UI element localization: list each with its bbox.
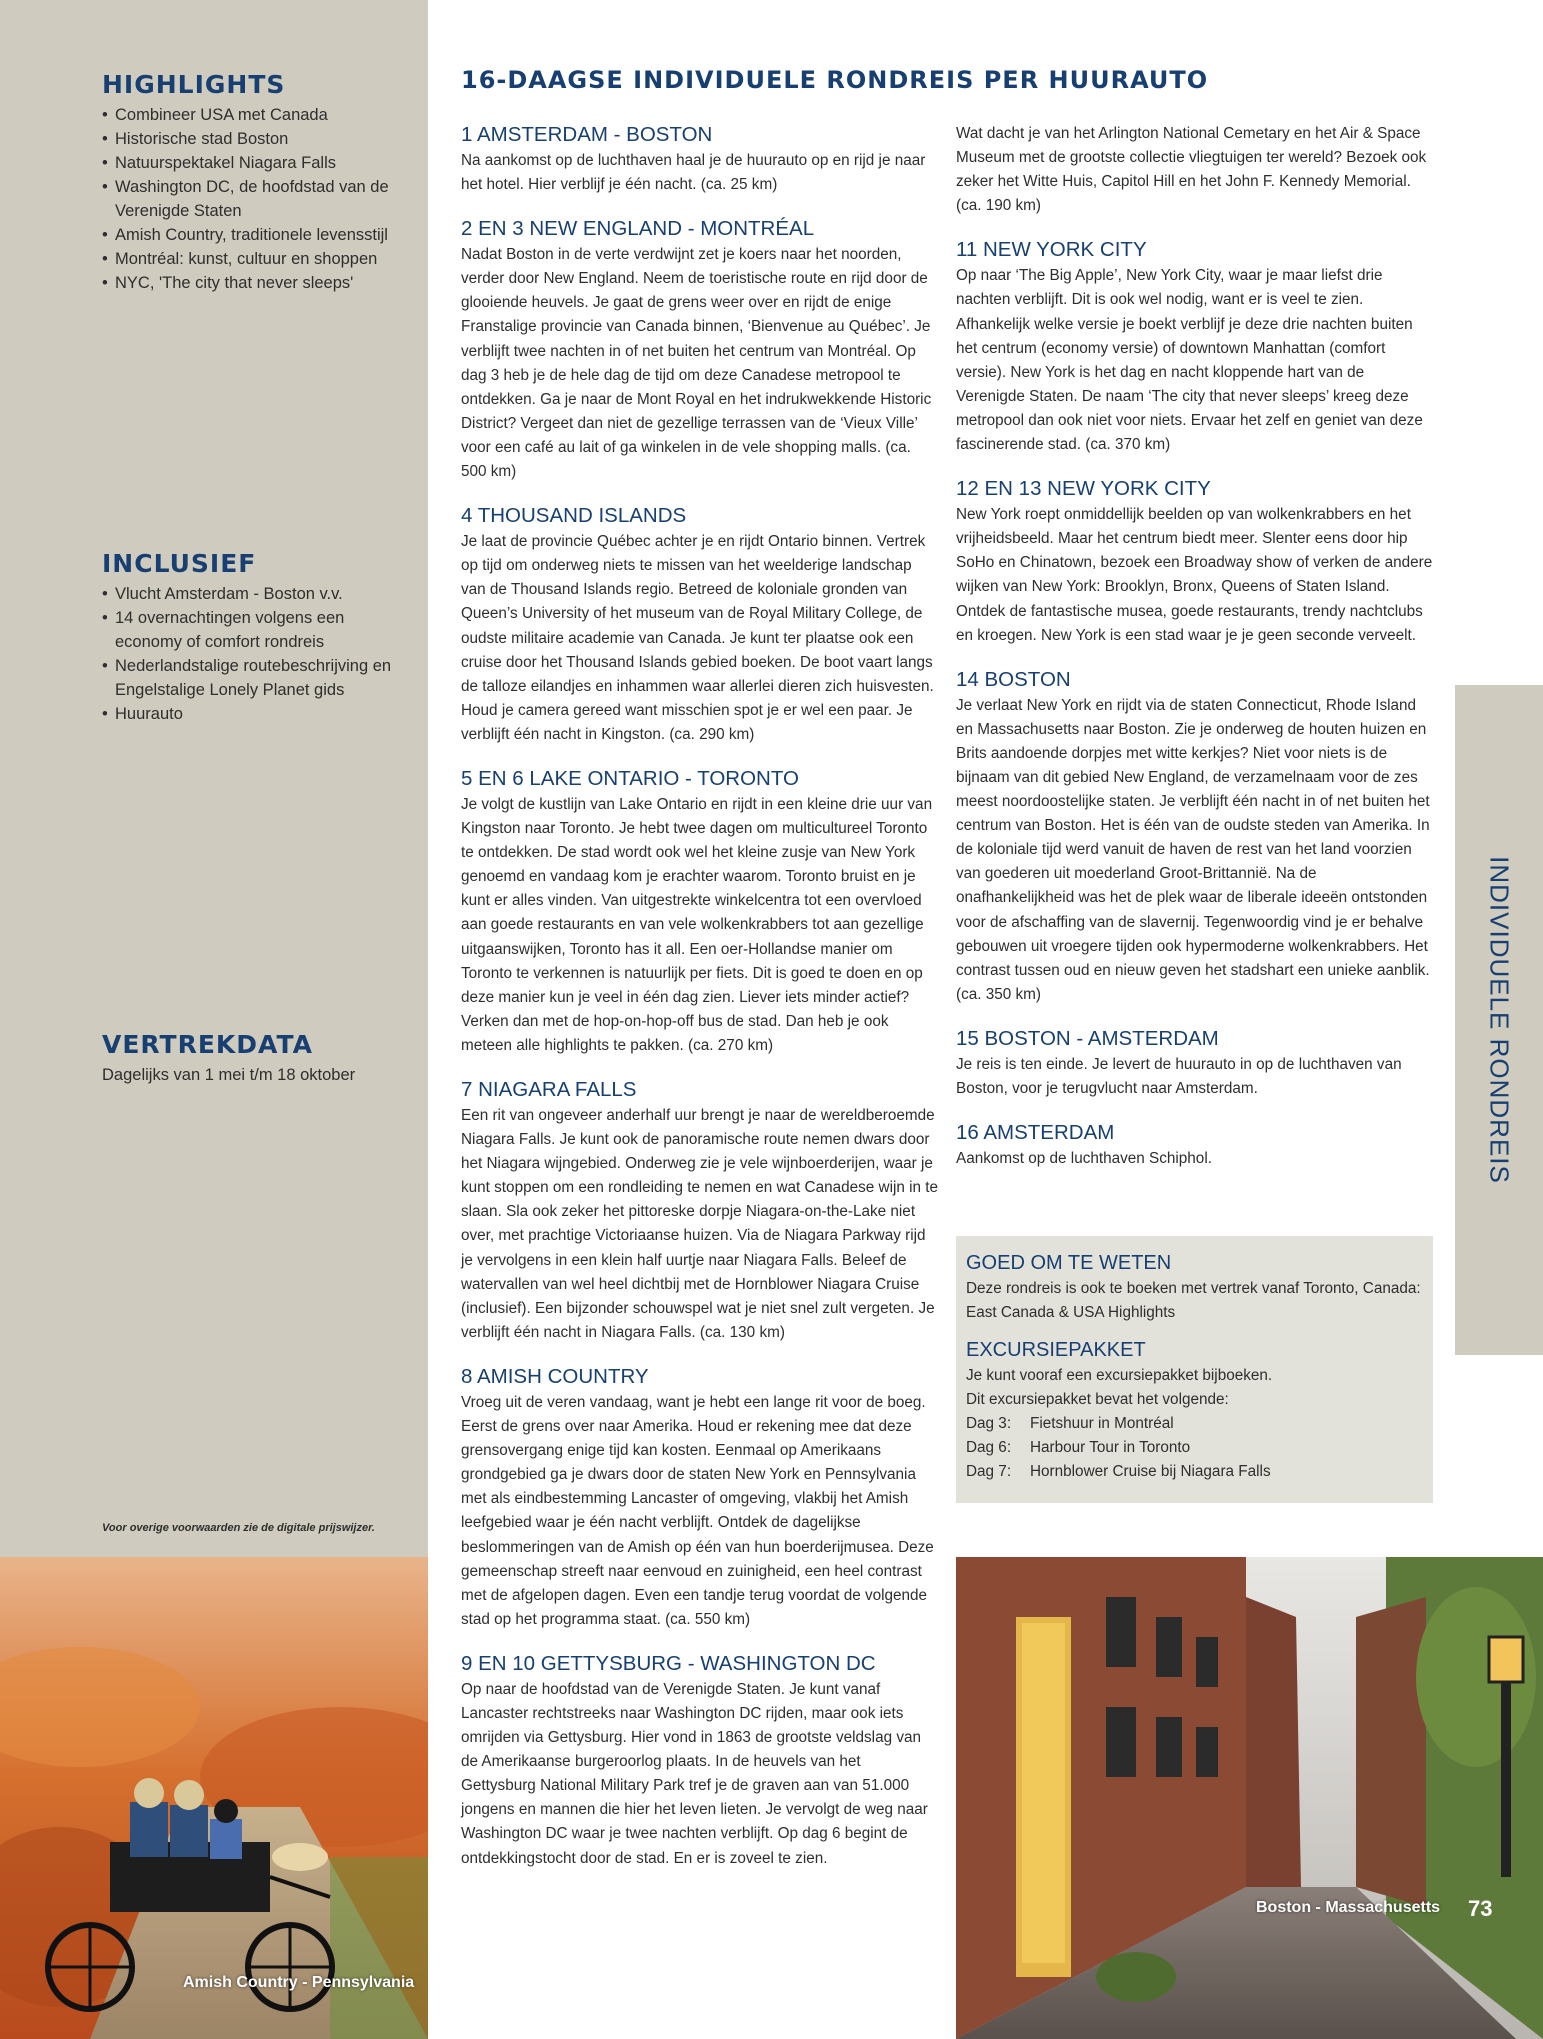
day-title: 4 THOUSAND ISLANDS — [461, 504, 687, 528]
day-body: Nadat Boston in de verte verdwijnt zet je koers naar het noorden, verder door New England. Neem de toeristische route en rijd door de glooiende heuvels. Je gaat de grens weer over en rijdt de enige Franstalige provincie van Canada binnen, ‘Bienvenue au Québec’. Je verblijft twee nachten in of net buiten het centrum van Montréal. Op dag 3 heb je de hele dag de tijd om deze Canadese metropool te ontdekken. Ga je naar de Mont Royal en het indrukwekkende Historic District? Vergeet dan niet de gezellige terrassen van de ‘Vieux Ville’ voor een café au lait of ga winkelen in de vele shopping malls. (ca. 500 km) — [461, 246, 932, 481]
day-body: Je verlaat New York en rijdt via de staten Connecticut, Rhode Island en Massachusetts naar Boston. Zie je onderweg de houten huizen en Brits aandoende dorpjes met witte kerkjes? Niet voor niets is de bijnaam van dit gebied New England, de verzamelnaam voor de zes meest noordoostelijke staten. Je verblijft één nacht in of net buiten het centrum van Boston. Het is één van de oudste steden van Amerika. In de koloniale tijd werd vanuit de haven de rest van het land voorzien van goederen uit moederland Groot-Brittannië. Na de onafhankelijkheid was het de plek waar de liberale ideeën ontstonden voor de afschaffing van de slavernij. Tegenwoordig vind je er behalve gebouwen uit vroegere tijden ook hypermoderne wolkenkrabbers. Het contrast tussen oud en nieuw geven het stadshart een unieke aanblik. (ca. 350 km) — [956, 696, 1430, 1003]
excursion-day: Dag 7: — [966, 1463, 1012, 1480]
excursiepakket-title: EXCURSIEPAKKET — [966, 1339, 1146, 1361]
itinerary-column-left — [461, 122, 939, 1890]
day-section — [461, 216, 939, 484]
day-title: 12 EN 13 NEW YORK CITY — [956, 477, 1211, 501]
footnote: Voor overige voorwaarden zie de digitale prijswijzer. — [102, 1522, 375, 1534]
list-item: • Natuurspektakel Niagara Falls — [102, 151, 402, 175]
day-title: 5 EN 6 LAKE ONTARIO - TORONTO — [461, 766, 799, 790]
day-body: Wat dacht je van het Arlington National Cemetary en het Air & Space Museum met de grootste collectie vliegtuigen ter wereld? Bezoek ook zeker het Witte Huis, Capitol Hill en het John F. Kennedy Memorial. (ca. 190 km) — [956, 125, 1427, 215]
day-body: Na aankomst op de luchthaven haal je de huurauto op en rijd je naar het hotel. Hier verblijf je één nacht. (ca. 25 km) — [461, 152, 926, 194]
goed-om-te-weten-title: GOED OM TE WETEN — [966, 1252, 1172, 1274]
day-section — [461, 503, 939, 747]
day-section — [461, 1077, 939, 1345]
list-item: • Nederlandstalige routebeschrijving en Engelstalige Lonely Planet gids — [102, 654, 402, 702]
excursiepakket-line: Dit excursiepakket bevat het volgende: — [966, 1391, 1229, 1408]
inclusief-list — [102, 582, 402, 726]
day-section — [956, 1120, 1434, 1171]
day-section-continued — [956, 122, 1434, 218]
excursion-text: Harbour Tour in Toronto — [1030, 1439, 1191, 1456]
excursion-row — [966, 1436, 1423, 1460]
day-body: Je volgt de kustlijn van Lake Ontario en rijdt in een kleine drie uur van Kingston naar Toronto. Je hebt twee dagen om multicultureel Toronto te ontdekken. De stad wordt ook wel het kleine zusje van New York genoemd en vandaag kom je erachter waarom. Toronto bruist en je kunt er alles vinden. Van uitgestrekte winkelcentra tot een overvloed aan goede restaurants en van vele wolkenkrabbers tot aan gezellige uitgaanswijken, Toronto has it all. Een oer-Hollandse manier om Toronto te verkennen is natuurlijk per fiets. Dit is goed te doen en op deze manier kun je veel in één dag zien. Liever iets minder actief? Verken dan met de hop-on-hop-off bus de stad. Dan heb je ook meteen alle highlights te pakken. (ca. 270 km) — [461, 795, 933, 1054]
day-section — [956, 667, 1434, 1007]
list-item: • Historische stad Boston — [102, 127, 402, 151]
goed-om-te-weten-body: Deze rondreis is ook te boeken met vertrek vanaf Toronto, Canada: East Canada & USA Highlights — [966, 1280, 1421, 1321]
list-item: • Washington DC, de hoofdstad van de Verenigde Staten — [102, 175, 402, 223]
list-item: • Amish Country, traditionele levensstijl — [102, 223, 402, 247]
day-section — [956, 1026, 1434, 1101]
list-item: • Combineer USA met Canada — [102, 103, 402, 127]
sidebar — [0, 0, 428, 1557]
day-title: 11 NEW YORK CITY — [956, 238, 1147, 262]
day-body: Op naar de hoofdstad van de Verenigde Staten. Je kunt vanaf Lancaster rechtstreeks naar Washington DC rijden, maar ook iets omrijden via Gettysburg. Hier vond in 1863 de grootste veldslag van de Amerikaanse burgeroorlog plaats. In de heuvels van het Gettysburg National Military Park tref je de graven aan van 51.000 jongens en mannen die hier het leven lieten. Je vervolgt de weg naar Washington DC waar je twee nachten verblijft. Op dag 6 begint de ontdekkingstocht door de stad. En er is zoveel te zien. — [461, 1680, 928, 1867]
list-item: • Huurauto — [102, 702, 402, 726]
day-title: 14 BOSTON — [956, 667, 1071, 691]
inclusief-title: INCLUSIEF — [102, 549, 257, 578]
boston-photo — [956, 1557, 1543, 2039]
excursion-row — [966, 1460, 1423, 1484]
vertrekdata-text: Dagelijks van 1 mei t/m 18 oktober — [102, 1066, 356, 1084]
day-section — [461, 1651, 939, 1871]
day-body: Je reis is ten einde. Je levert de huurauto in op de luchthaven van Boston, voor je terugvlucht naar Amsterdam. — [956, 1055, 1402, 1097]
section-tab — [1455, 685, 1543, 1355]
highlights-block — [102, 70, 402, 295]
day-body: Aankomst op de luchthaven Schiphol. — [956, 1150, 1212, 1168]
day-body: Vroeg uit de veren vandaag, want je hebt een lange rit voor de boeg. Eerst de grens over naar Amerika. Houd er rekening mee dat deze grensovergang enige tijd kan kosten. Eenmaal op Amerikaans grondgebied ga je dwars door de staten New York en Pennsylvania met als eindbestemming Lancaster of omgeving, vlakbij het Amish leefgebied waar je één nacht verblijft. Ontdek de dagelijkse beslommeringen van de Amish op één van hun boerderijmusea. Deze gemeenschap streeft naar eenvoud en zuinigheid, een heel contrast met de afgelopen dagen. Even een tandje terug voordat de volgende stad op het programma staat. (ca. 550 km) — [461, 1393, 934, 1628]
day-section — [956, 237, 1434, 457]
highlights-list — [102, 103, 402, 295]
day-section — [956, 476, 1434, 648]
highlights-title: HIGHLIGHTS — [102, 70, 286, 99]
excursion-day: Dag 3: — [966, 1415, 1012, 1432]
list-item: • Vlucht Amsterdam - Boston v.v. — [102, 582, 402, 606]
info-box — [956, 1236, 1433, 1503]
day-body: Een rit van ongeveer anderhalf uur brengt je naar de wereldberoemde Niagara Falls. Je kunt ook de panoramische route nemen dwars door het Niagara wijngebied. Onderweg zie je vele wijnboerderijen, waar je kunt stoppen om een rondleiding te nemen en wat Canadese wijn in te slaan. Sla ook zeker het pittoreske dorpje Niagara-on-the-Lake niet over, met prachtige Victoriaanse huizen. Via de Niagara Parkway rijd je vervolgens in een klein half uurtje naar Niagara Falls. Beleef de watervallen van wel heel dichtbij met de Hornblower Niagara Cruise (inclusief). Een bijzonder schouwspel wat je niet snel zult vergeten. Je verblijft één nacht in Niagara Falls. (ca. 130 km) — [461, 1107, 939, 1341]
excursion-text: Hornblower Cruise bij Niagara Falls — [1030, 1463, 1271, 1480]
excursiepakket-line: Je kunt vooraf een excursiepakket bijboeken. — [966, 1367, 1273, 1384]
amish-photo — [0, 1557, 428, 2039]
page-number: 73 — [1468, 1896, 1493, 1921]
day-title: 2 EN 3 NEW ENGLAND - MONTRÉAL — [461, 217, 815, 241]
day-section — [461, 766, 939, 1058]
vertrekdata-title: VERTREKDATA — [102, 1030, 313, 1059]
day-title: 8 AMISH COUNTRY — [461, 1364, 649, 1388]
day-section — [461, 1364, 939, 1632]
excursion-text: Fietshuur in Montréal — [1030, 1415, 1174, 1432]
excursion-row — [966, 1412, 1423, 1436]
inclusief-block — [102, 549, 402, 726]
day-body: Op naar ‘The Big Apple’, New York City, waar je maar liefst drie nachten verblijft. Dit is ook wel nodig, want er is veel te zien. Afhankelijk welke versie je boekt verblijf je deze drie nachten buiten het centrum (economy versie) of downtown Manhattan (comfort versie). New York is het dag en nacht kloppende hart van de Verenigde Staten. De naam ‘The city that never sleeps’ kreeg deze metropool dan ook niet voor niets. Ervaar het zelf en geniet van deze fascinerende stad. (ca. 370 km) — [956, 267, 1423, 454]
day-title: 1 AMSTERDAM - BOSTON — [461, 123, 713, 146]
list-item: • NYC, 'The city that never sleeps' — [102, 271, 402, 295]
day-body: Je laat de provincie Québec achter je en rijdt Ontario binnen. Vertrek op tijd om onderweg niets te missen van het weelderige landschap van de Thousand Islands regio. Betreed de koloniale gronden van Queen’s University of het museum van de Royal Military College, de oudste militaire academie van Canada. Je kunt ter plaatse ook een cruise door het Thousand Islands gebied boeken. De boot vaart langs de talloze eilandjes en inhammen waar allerlei dieren zich huisvesten. Houd je camera gereed want misschien spot je er wel een paar. Je verblijft één nacht in Kingston. (ca. 290 km) — [461, 533, 934, 743]
page-title: 16-DAAGSE INDIVIDUELE RONDREIS PER HUURAUTO — [461, 66, 1209, 94]
day-section — [461, 122, 939, 197]
excursion-day: Dag 6: — [966, 1439, 1012, 1456]
list-item: • 14 overnachtingen volgens een economy of comfort rondreis — [102, 606, 402, 654]
day-title: 9 EN 10 GETTYSBURG - WASHINGTON DC — [461, 1651, 876, 1675]
day-title: 7 NIAGARA FALLS — [461, 1078, 637, 1101]
day-title: 16 AMSTERDAM — [956, 1121, 1115, 1145]
amish-caption: Amish Country - Pennsylvania — [183, 1974, 415, 1991]
day-body: New York roept onmiddellijk beelden op van wolkenkrabbers en het vrijheidsbeeld. Maar het centrum biedt meer. Slenter eens door hip SoHo en Chinatown, bezoek een Broadway show of verken de andere wijken van New York: Brooklyn, Bronx, Queens of Staten Island. Ontdek de fantastische musea, goede restaurants, trendy nachtclubs en kroegen. New York is een stad waar je je geen seconde verveelt. — [956, 506, 1433, 644]
section-tab-label: INDIVIDUELE RONDREIS — [1484, 856, 1515, 1184]
day-title: 15 BOSTON - AMSTERDAM — [956, 1026, 1219, 1050]
list-item: • Montréal: kunst, cultuur en shoppen — [102, 247, 402, 271]
itinerary-column-right — [956, 122, 1434, 1190]
vertrekdata-block — [102, 1030, 402, 1087]
boston-caption: Boston - Massachusetts — [1256, 1899, 1441, 1916]
